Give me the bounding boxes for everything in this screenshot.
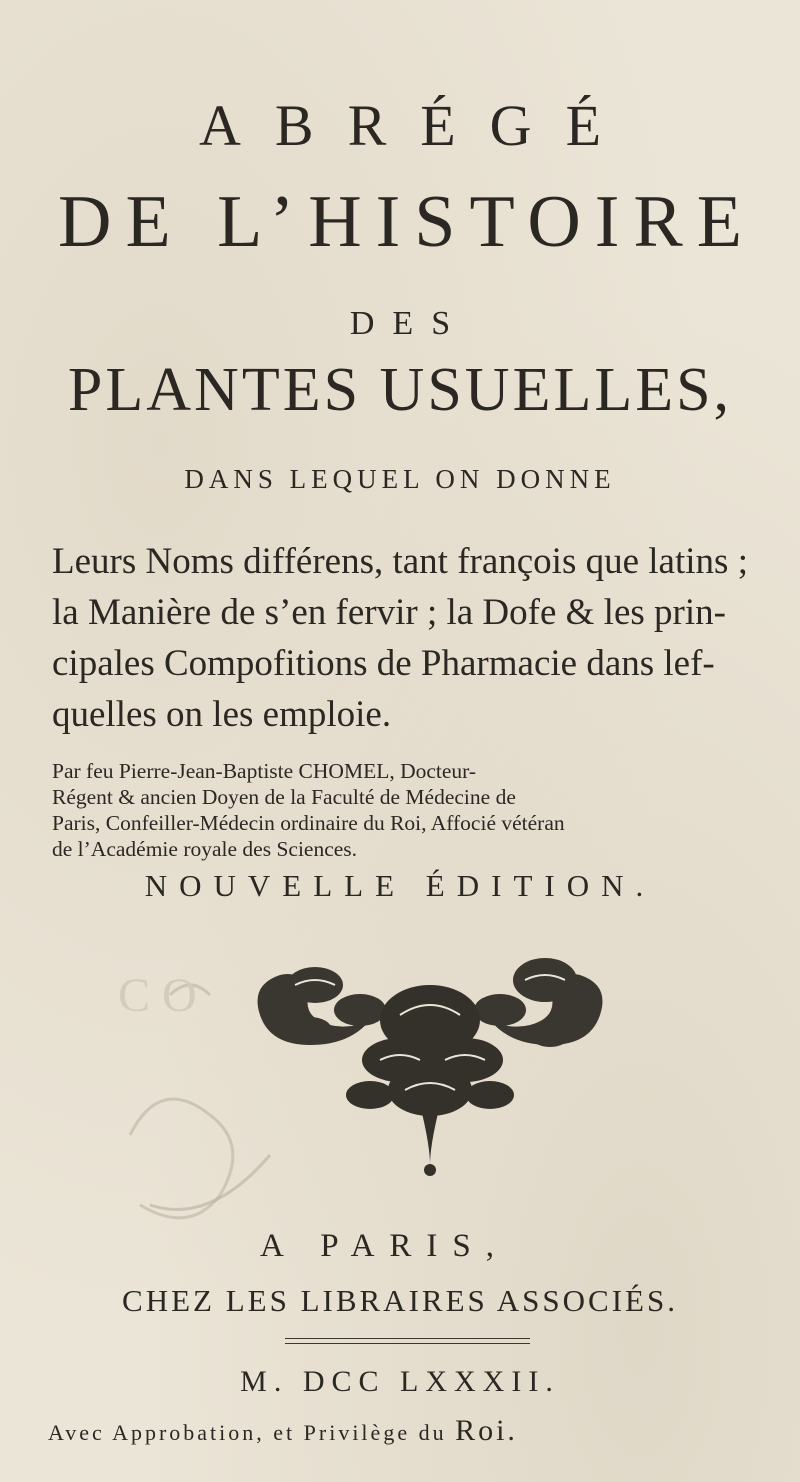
imprint-city: A PARIS, xyxy=(260,1228,510,1264)
imprint-year: M. DCC LXXXII. xyxy=(240,1365,560,1398)
double-rule-top xyxy=(285,1338,530,1339)
privilege-roi: Roi. xyxy=(455,1414,518,1447)
title-plantes-usuelles: PLANTES USUELLES, xyxy=(67,356,733,424)
svg-text:C O: C O xyxy=(118,969,197,1022)
description-line: quelles on les emploie. xyxy=(52,694,392,735)
edition-label: NOUVELLE ÉDITION. xyxy=(144,868,656,903)
author-line: Régent & ancien Doyen de la Faculté de Médecine de xyxy=(52,785,516,809)
author-line: Paris, Confeiller-Médecin ordinaire du Roi, Affocié vétéran xyxy=(52,811,565,835)
title-abrege: ABRÉGÉ xyxy=(199,93,635,158)
printers-ornament-icon xyxy=(110,935,690,1225)
description-line: Leurs Noms différens, tant françois que latins ; xyxy=(52,541,748,582)
author-line: de l’Académie royale des Sciences. xyxy=(52,837,358,861)
privilege-line xyxy=(48,1414,518,1448)
double-rule-bottom xyxy=(285,1343,530,1344)
ornament-left-scroll xyxy=(258,967,387,1045)
description-paragraph xyxy=(52,536,772,740)
description-line: la Manière de s’en fervir ; la Dofe & les prin- xyxy=(52,592,726,633)
subtitle-dans-lequel: DANS LEQUEL ON DONNE xyxy=(184,464,616,494)
library-stamp-icon xyxy=(118,969,233,1218)
privilege-text: Avec Approbation, et Privilège du xyxy=(48,1420,456,1445)
ornament-right-scroll xyxy=(474,958,603,1047)
title-histoire: DE L’HISTOIRE xyxy=(58,181,756,263)
stamp-arc xyxy=(150,1155,270,1209)
imprint-publisher: CHEZ LES LIBRAIRES ASSOCIÉS. xyxy=(122,1283,678,1318)
description-line: cipales Compofitions de Pharmacie dans lef- xyxy=(52,643,715,684)
author-line: Par feu Pierre-Jean-Baptiste CHOMEL, Docteur- xyxy=(52,759,477,783)
author-block xyxy=(52,758,772,862)
title-des: DES xyxy=(349,305,469,342)
